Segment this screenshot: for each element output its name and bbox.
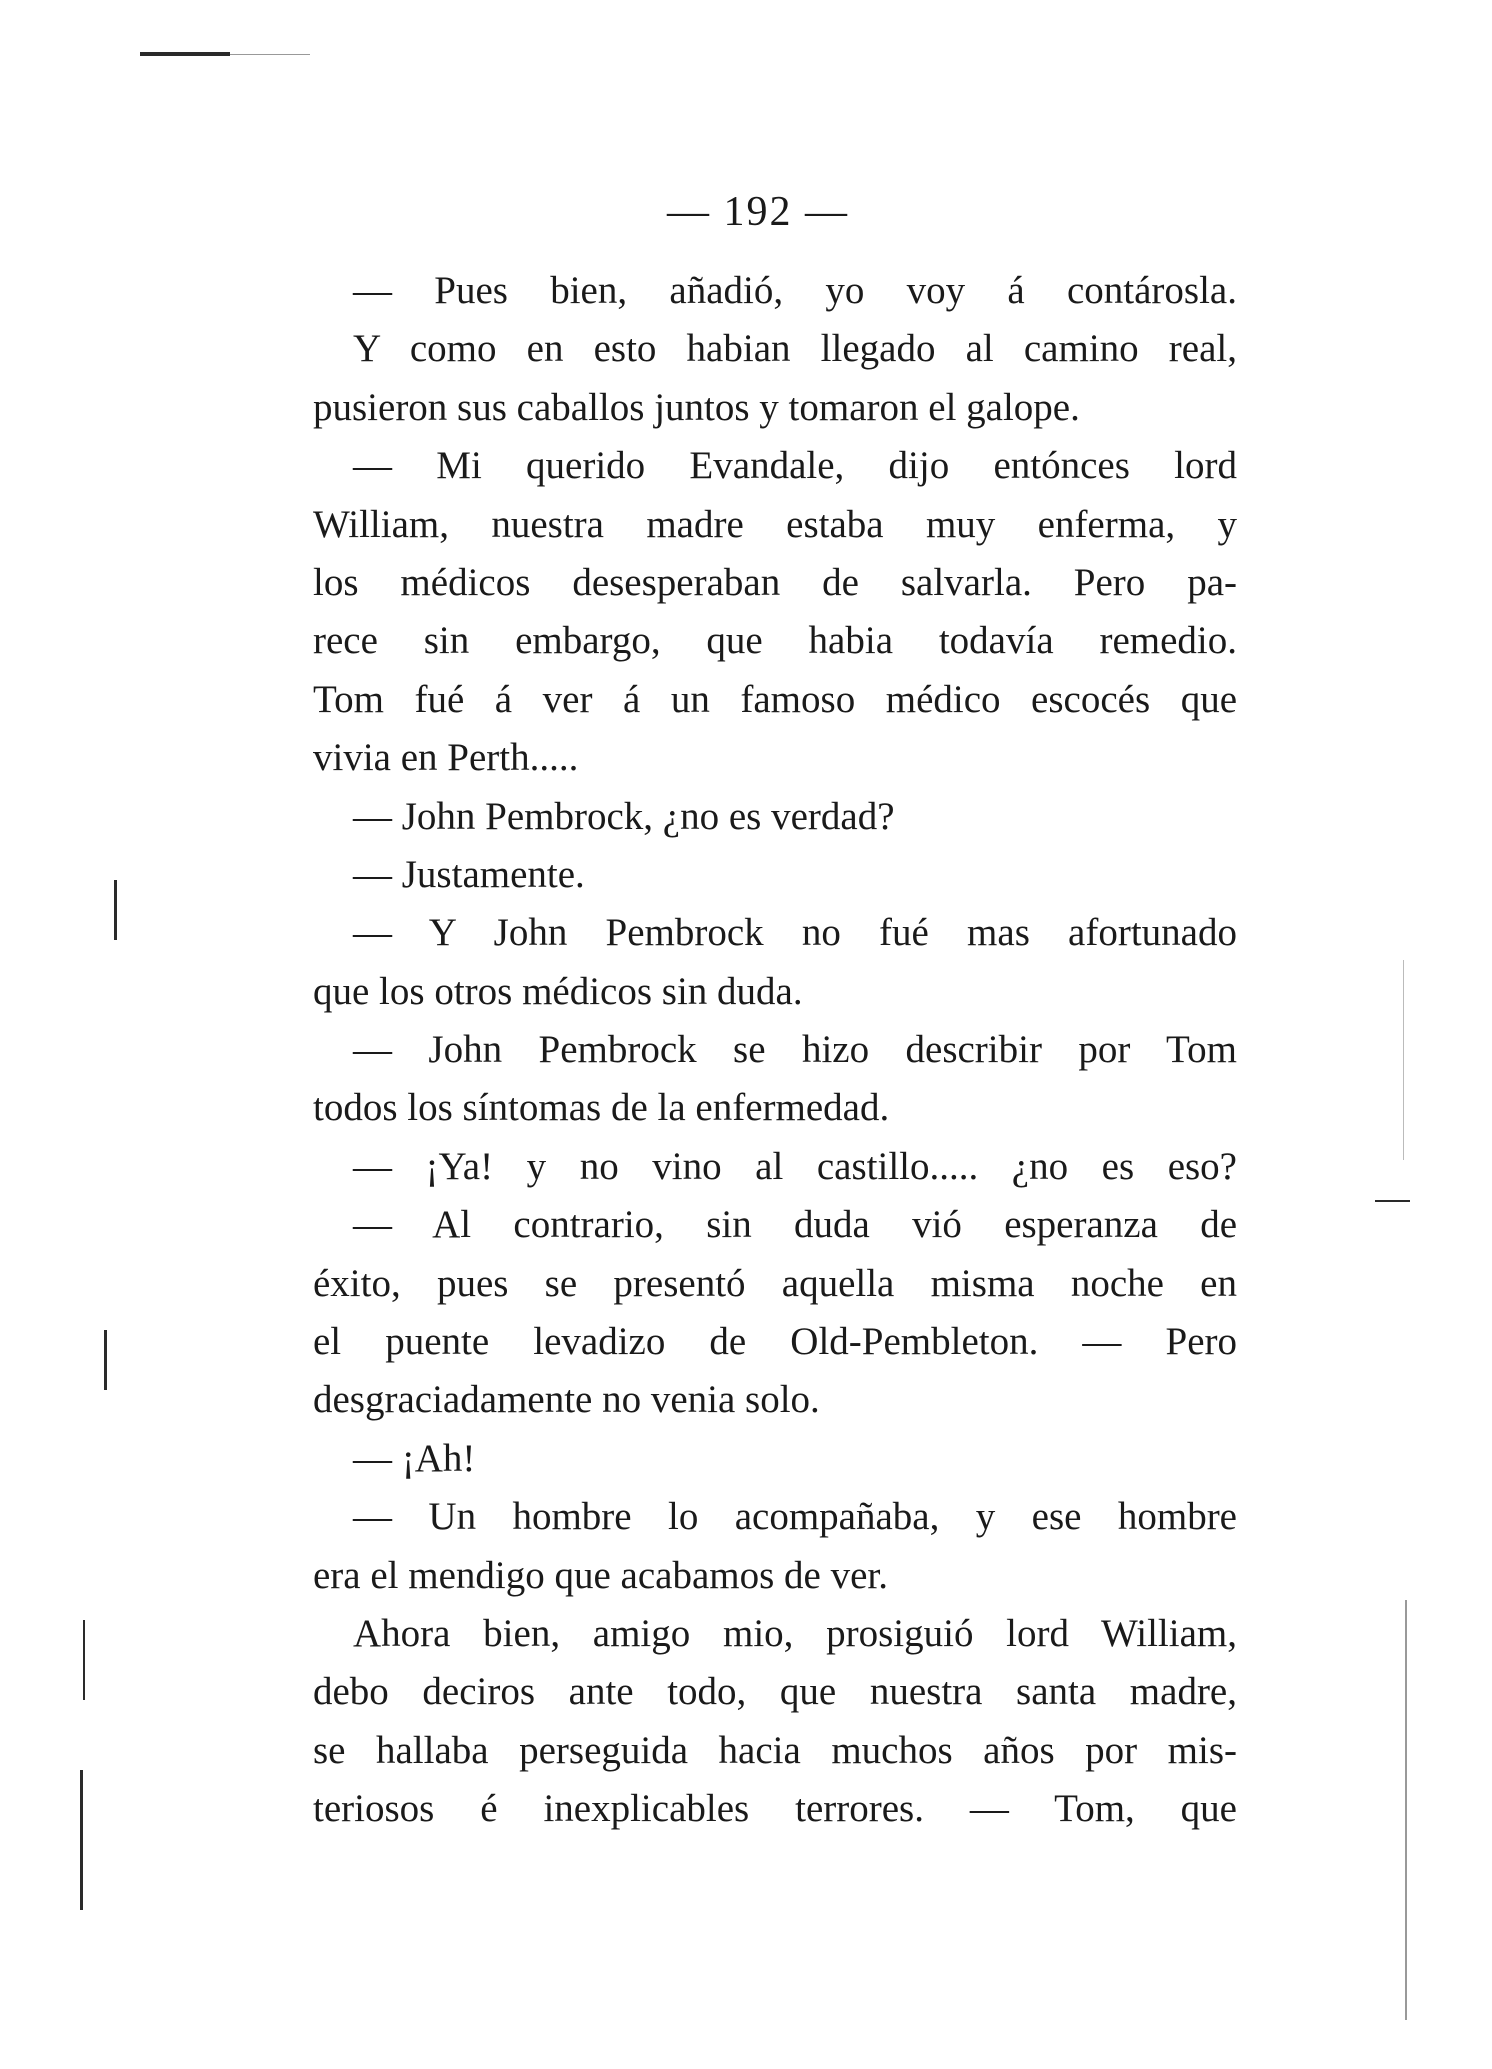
scan-mark-right-3 bbox=[1405, 1600, 1407, 2020]
text-line: el puente levadizo de Old-Pembleton. — Pero bbox=[313, 1320, 1237, 1364]
text-line: Ahora bien, amigo mio, prosiguió lord William, bbox=[353, 1611, 1237, 1655]
text-line: Y como en esto habian llegado al camino real, bbox=[353, 327, 1237, 371]
text-line: vivia en Perth..... bbox=[313, 736, 579, 780]
text-line: era el mendigo que acabamos de ver. bbox=[313, 1553, 889, 1597]
page-number: — 192 — bbox=[667, 189, 849, 235]
text-line: desgraciadamente no venia solo. bbox=[313, 1378, 820, 1422]
scan-mark-left-2 bbox=[104, 1330, 107, 1390]
text-line: — John Pembrock, ¿no es verdad? bbox=[353, 794, 895, 838]
text-line: — Mi querido Evandale, dijo entónces lord bbox=[353, 444, 1237, 488]
scan-mark-top-left-line bbox=[230, 54, 310, 55]
text-line: — ¡Ya! y no vino al castillo..... ¿no es eso? bbox=[353, 1144, 1237, 1188]
text-line: — Pues bien, añadió, yo voy á contárosla. bbox=[353, 269, 1237, 312]
text-line: los médicos desesperaban de salvarla. Pero pa- bbox=[313, 560, 1237, 604]
text-line: — Y John Pembrock no fué mas afortunado bbox=[353, 911, 1237, 955]
page-text bbox=[313, 262, 1237, 1839]
scan-mark-left-1 bbox=[114, 880, 117, 940]
scan-mark-right-2 bbox=[1403, 960, 1404, 1160]
scan-mark-left-3 bbox=[83, 1620, 85, 1700]
text-line: éxito, pues se presentó aquella misma noche en bbox=[313, 1261, 1237, 1305]
text-line: teriosos é inexplicables terrores. — Tom, que bbox=[313, 1787, 1237, 1831]
text-line: — ¡Ah! bbox=[353, 1436, 476, 1480]
text-line: — Justamente. bbox=[353, 852, 585, 896]
scan-mark-top-left bbox=[140, 52, 230, 56]
text-line: se hallaba perseguida hacia muchos años por mis- bbox=[313, 1728, 1237, 1772]
text-line: que los otros médicos sin duda. bbox=[313, 969, 803, 1013]
scan-mark-left-4 bbox=[80, 1770, 83, 1910]
text-line: — John Pembrock se hizo describir por Tom bbox=[353, 1028, 1237, 1072]
text-line: — Al contrario, sin duda vió esperanza de bbox=[353, 1203, 1237, 1247]
text-line: debo deciros ante todo, que nuestra santa madre, bbox=[313, 1670, 1237, 1714]
text-line: pusieron sus caballos juntos y tomaron el galope. bbox=[313, 385, 1080, 429]
text-line: rece sin embargo, que habia todavía remedio. bbox=[313, 619, 1237, 663]
text-line: todos los síntomas de la enfermedad. bbox=[313, 1086, 890, 1130]
text-line: William, nuestra madre estaba muy enferma, y bbox=[313, 502, 1237, 546]
text-line: Tom fué á ver á un famoso médico escocés que bbox=[313, 677, 1237, 721]
text-line: — Un hombre lo acompañaba, y ese hombre bbox=[353, 1495, 1237, 1539]
scan-mark-right-1 bbox=[1375, 1200, 1410, 1202]
